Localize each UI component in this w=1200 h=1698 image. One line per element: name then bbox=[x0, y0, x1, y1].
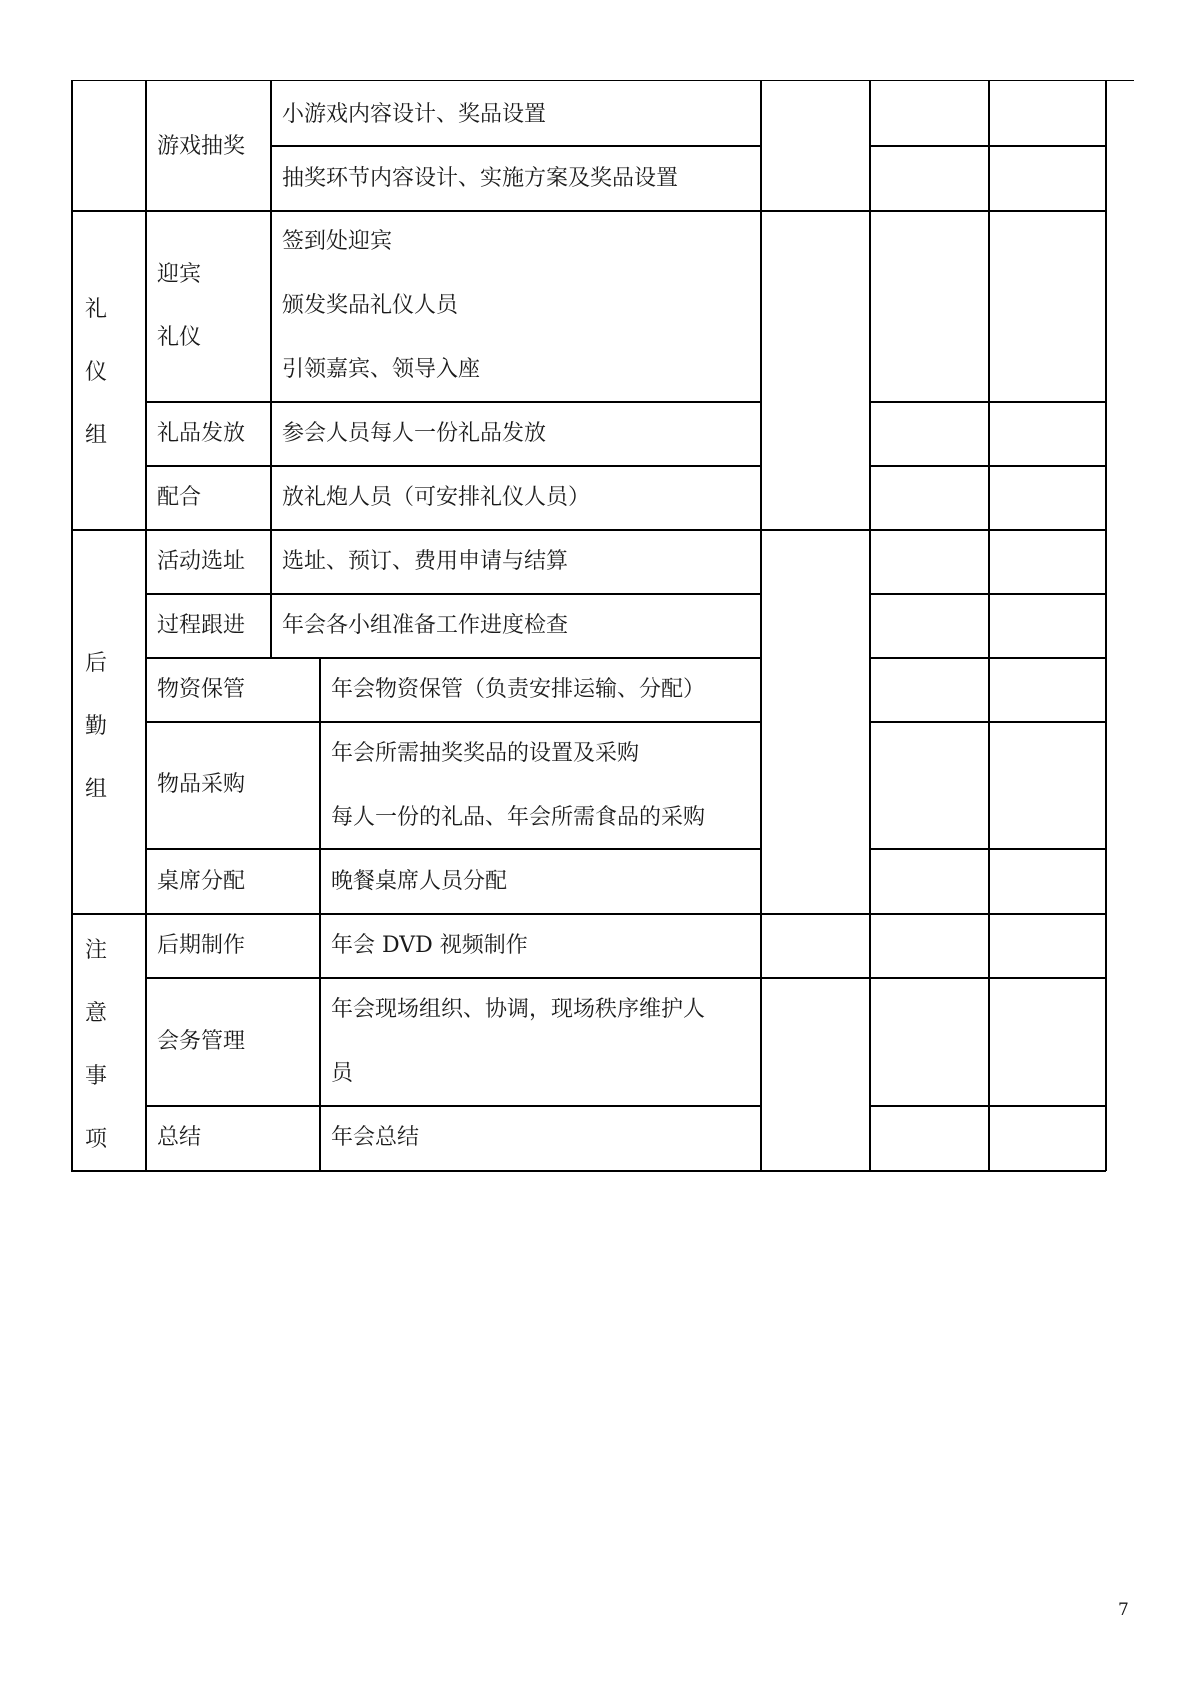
row-border bbox=[145, 593, 760, 595]
row-border bbox=[145, 848, 760, 850]
row-border bbox=[145, 465, 760, 467]
row-border bbox=[71, 529, 1105, 531]
task-text: 小游戏内容设计、奖品设置 bbox=[282, 102, 547, 127]
task-text: 年会各小组准备工作进度检查 bbox=[282, 613, 569, 638]
item-label: 会务管理 bbox=[157, 1029, 246, 1054]
task-text: 年会所需抽奖奖品的设置及采购 bbox=[331, 741, 640, 766]
task-text: 放礼炮人员（可安排礼仪人员） bbox=[282, 485, 591, 510]
task-text: 签到处迎宾 bbox=[282, 229, 393, 254]
group-label: 后 勤 组 bbox=[84, 651, 107, 802]
item-label: 物品采购 bbox=[157, 772, 246, 797]
item-label: 礼仪 bbox=[157, 325, 202, 350]
row-border bbox=[145, 657, 760, 659]
row-border bbox=[71, 210, 1105, 212]
table-top-rule bbox=[72, 80, 1134, 81]
table-border bbox=[760, 80, 762, 1171]
row-border bbox=[869, 593, 1105, 595]
row-border bbox=[145, 401, 760, 403]
task-text: 年会物资保管（负责安排运输、分配） bbox=[331, 677, 706, 702]
table-border bbox=[270, 80, 272, 657]
task-text: 抽奖环节内容设计、实施方案及奖品设置 bbox=[282, 166, 679, 191]
row-border bbox=[869, 848, 1105, 850]
row-border bbox=[869, 1105, 1105, 1107]
item-label: 配合 bbox=[157, 485, 202, 510]
table-border bbox=[988, 80, 990, 1171]
task-text: 颁发奖品礼仪人员 bbox=[282, 293, 459, 318]
task-text: 晚餐桌席人员分配 bbox=[331, 869, 508, 894]
row-border bbox=[270, 145, 760, 147]
row-border bbox=[869, 721, 1105, 723]
row-border bbox=[869, 977, 1105, 979]
row-border bbox=[869, 401, 1105, 403]
table-border bbox=[1105, 80, 1107, 1171]
item-label: 桌席分配 bbox=[157, 869, 246, 894]
task-text: 参会人员每人一份礼品发放 bbox=[282, 421, 547, 446]
item-label: 过程跟进 bbox=[157, 613, 246, 638]
item-label: 后期制作 bbox=[157, 933, 246, 958]
row-border bbox=[145, 721, 760, 723]
row-border bbox=[145, 1105, 760, 1107]
group-label: 注 意 事 项 bbox=[84, 938, 107, 1152]
item-label: 游戏抽奖 bbox=[157, 134, 246, 159]
task-text: 选址、预订、费用申请与结算 bbox=[282, 549, 569, 574]
row-border bbox=[145, 977, 869, 979]
task-text: 年会总结 bbox=[331, 1125, 420, 1150]
page-number: 7 bbox=[1118, 1600, 1129, 1620]
row-border bbox=[869, 657, 1105, 659]
row-border bbox=[71, 913, 1105, 915]
task-text: 引领嘉宾、领导入座 bbox=[282, 357, 481, 382]
item-label: 礼品发放 bbox=[157, 421, 246, 446]
table-border bbox=[869, 80, 871, 1171]
row-border bbox=[869, 465, 1105, 467]
row-border bbox=[71, 1170, 1106, 1172]
item-label: 活动选址 bbox=[157, 549, 246, 574]
table-border bbox=[145, 80, 147, 1171]
task-text: 员 bbox=[331, 1061, 354, 1086]
task-text: 年会现场组织、协调，现场秩序维护人 bbox=[331, 997, 706, 1022]
table-border bbox=[71, 80, 73, 1171]
row-border bbox=[869, 145, 1105, 147]
item-label: 迎宾 bbox=[157, 262, 202, 287]
item-label: 物资保管 bbox=[157, 677, 246, 702]
task-text: 每人一份的礼品、年会所需食品的采购 bbox=[331, 805, 706, 830]
item-label: 总结 bbox=[157, 1125, 202, 1150]
task-text: 年会 DVD 视频制作 bbox=[331, 933, 528, 958]
group-label: 礼 仪 组 bbox=[84, 297, 107, 448]
